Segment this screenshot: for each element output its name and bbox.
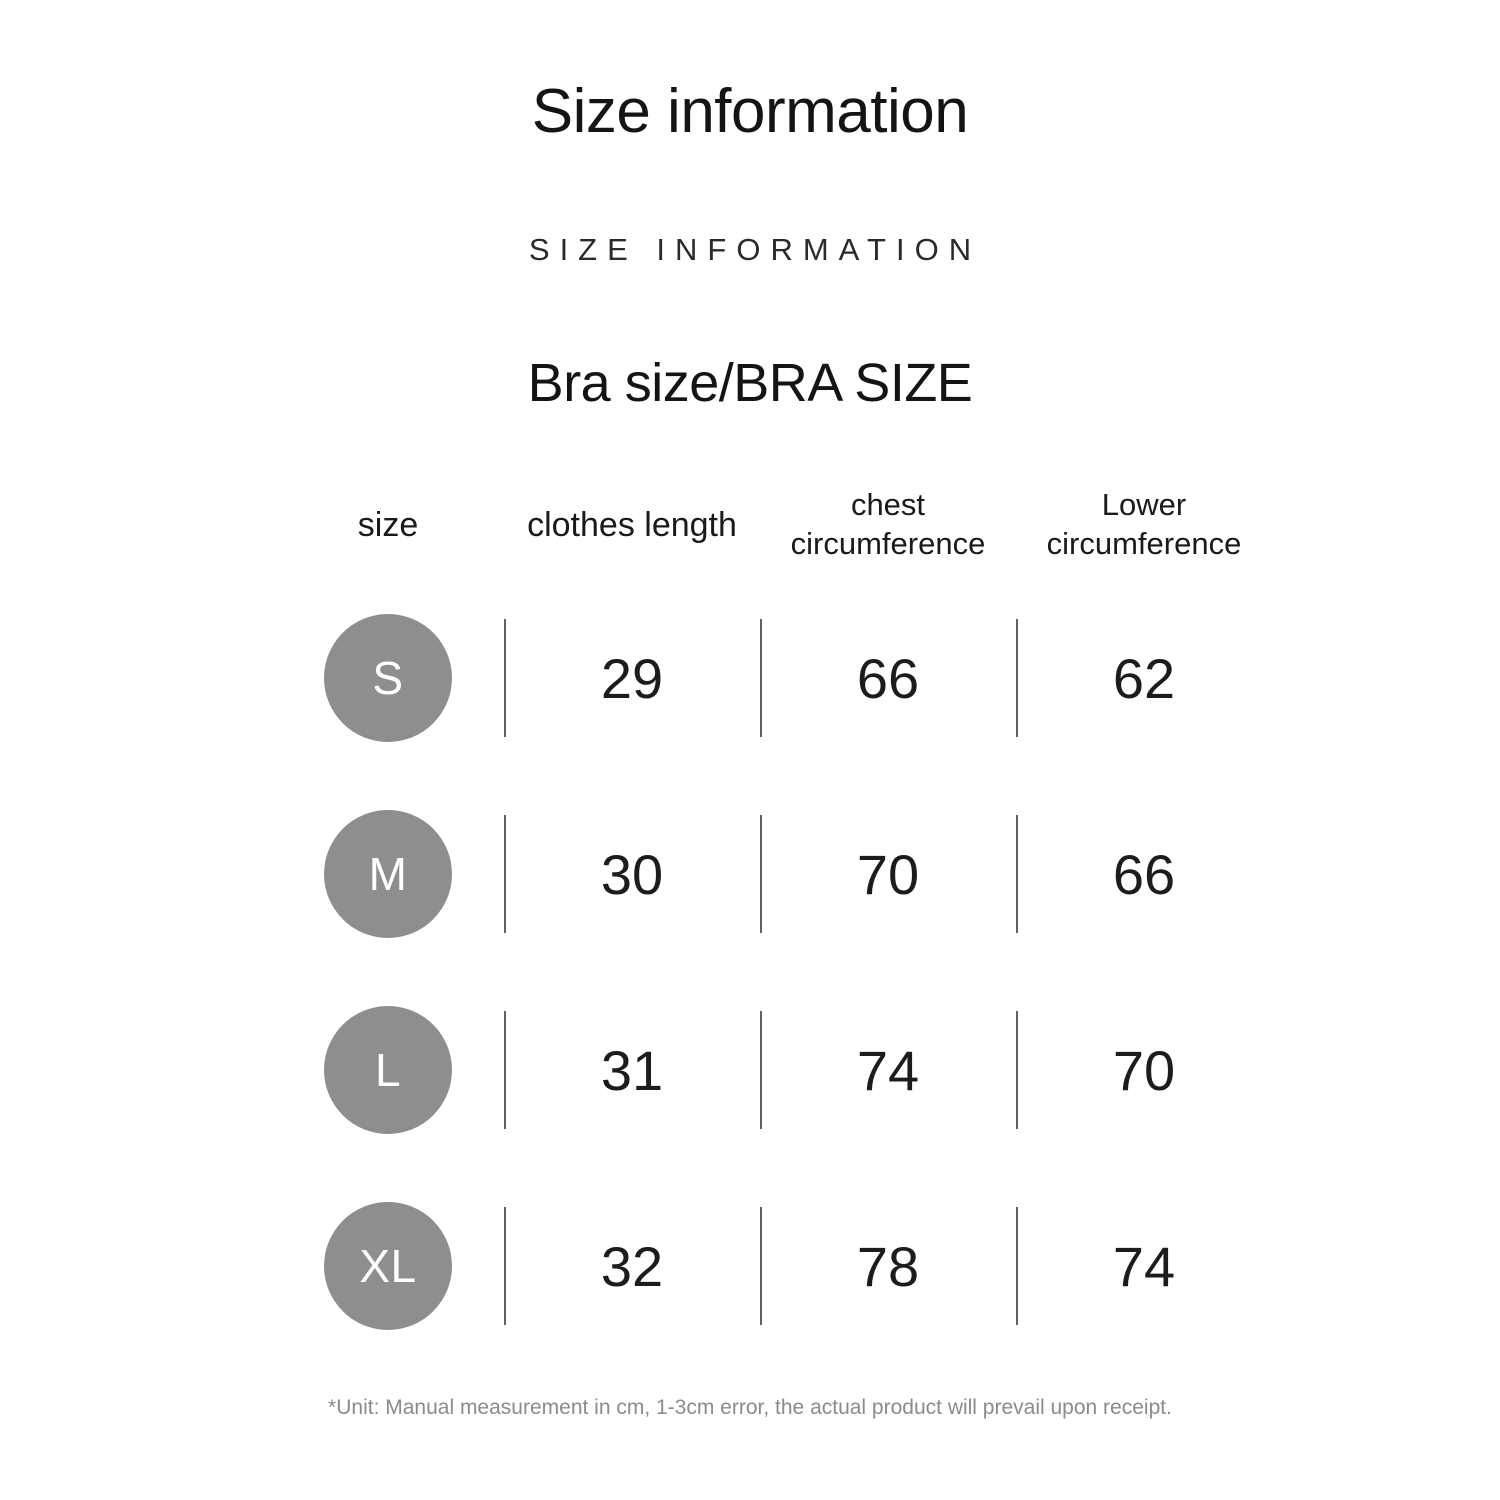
- table-row: [272, 776, 1272, 972]
- section-title: Bra size/BRA SIZE: [527, 353, 973, 413]
- table-row: [272, 580, 1272, 776]
- header-label-clothes-length: clothes length: [527, 505, 737, 544]
- table-row: [272, 972, 1272, 1168]
- size-badge: XL: [324, 1202, 452, 1330]
- value-lower-circumference: 74: [1112, 1234, 1176, 1298]
- table-header-row: [272, 470, 1272, 580]
- cell-chest-circumference: [760, 1038, 1016, 1103]
- header-label-chest-circumference: chest circumference: [790, 487, 986, 561]
- value-chest-circumference: 70: [856, 842, 920, 906]
- value-lower-circumference: 66: [1112, 842, 1176, 906]
- page-title: Size information: [531, 77, 969, 146]
- cell-size: [272, 1006, 504, 1134]
- value-chest-circumference: 78: [856, 1234, 920, 1298]
- header-cell-lower-circumference: [1016, 486, 1272, 564]
- value-lower-circumference: 70: [1112, 1038, 1176, 1102]
- cell-chest-circumference: [760, 842, 1016, 907]
- cell-lower-circumference: [1016, 842, 1272, 907]
- cell-clothes-length: [504, 1234, 760, 1299]
- cell-size: [272, 614, 504, 742]
- value-clothes-length: 32: [600, 1234, 664, 1298]
- header-cell-size: [272, 504, 504, 547]
- cell-chest-circumference: [760, 646, 1016, 711]
- cell-clothes-length: [504, 842, 760, 907]
- cell-lower-circumference: [1016, 646, 1272, 711]
- header-label-lower-circumference: Lower circumference: [1046, 487, 1242, 561]
- value-lower-circumference: 62: [1112, 646, 1176, 710]
- cell-lower-circumference: [1016, 1234, 1272, 1299]
- value-clothes-length: 31: [600, 1038, 664, 1102]
- value-clothes-length: 29: [600, 646, 664, 710]
- size-badge: S: [324, 614, 452, 742]
- cell-size: [272, 1202, 504, 1330]
- value-clothes-length: 30: [600, 842, 664, 906]
- measurement-footnote: *Unit: Manual measurement in cm, 1-3cm error, the actual product will prevail upon receipt.: [328, 1396, 1172, 1419]
- header-label-size: size: [357, 505, 419, 544]
- cell-clothes-length: [504, 646, 760, 711]
- cell-lower-circumference: [1016, 1038, 1272, 1103]
- cell-size: [272, 810, 504, 938]
- page-subtitle: SIZE INFORMATION: [528, 232, 982, 267]
- size-badge: L: [324, 1006, 452, 1134]
- header-cell-chest-circumference: [760, 486, 1016, 564]
- size-table: [272, 470, 1272, 1364]
- cell-clothes-length: [504, 1038, 760, 1103]
- cell-chest-circumference: [760, 1234, 1016, 1299]
- value-chest-circumference: 74: [856, 1038, 920, 1102]
- table-row: [272, 1168, 1272, 1364]
- size-badge: M: [324, 810, 452, 938]
- value-chest-circumference: 66: [856, 646, 920, 710]
- header-cell-clothes-length: [504, 504, 760, 547]
